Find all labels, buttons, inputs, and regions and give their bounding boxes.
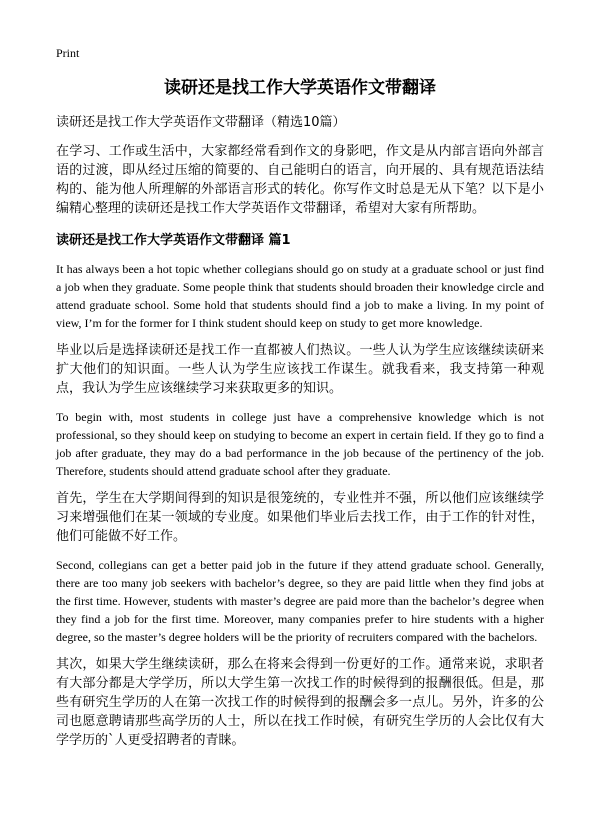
section-heading: 读研还是找工作大学英语作文带翻译 篇1	[56, 233, 291, 248]
chinese-paragraph-3: 其次，如果大学生继续读研，那么在将来会得到一份更好的工作。通常来说，求职者有大部分都是大学学历，所以大学生第一次找工作的时候得到的报酬很低。但是，那些有研究生学历的人在第一次找工作的时候得到的报酬会多一点儿。另外，许多的公司也愿意聘请那些高学历的人士，所以在找工作时候，有研究生学历的人会比仅有大学学历的`人更受招聘者的青睐。	[56, 657, 544, 748]
english-paragraph-3: Second, collegians can get a better paid job in the future if they attend graduate school. Generally, there are too many job seekers with bachelor’s degree, so they are paid little when they find jobs at the first time. However, students with master’s degree are paid more than the bachelor’s degree when they find a job for the first time. Moreover, many companies prefer to hire students with a higher degree, so the master’s degree holders will be the priority of recruiters compared with the bachelors.	[56, 558, 544, 644]
intro-paragraph: 在学习、工作或生活中，大家都经常看到作文的身影吧，作文是从内部言语向外部言语的过渡，即从经过压缩的简要的、自己能明白的语言，向开展的、具有规范语法结构的、能为他人所理解的外部语言形式的转化。你写作文时总是无从下笔？以下是小编精心整理的读研还是找工作大学英语作文带翻译，希望对大家有所帮助。	[56, 144, 544, 216]
print-link[interactable]: Print	[56, 46, 80, 60]
page-title: 读研还是找工作大学英语作文带翻译	[164, 78, 436, 98]
english-paragraph-2: To begin with, most students in college just have a comprehensive knowledge which is not professional, so they should keep on studying to become an expert in certain field. If they go to find a job after graduate, they may do a bad performance in the job because of the pertinency of the job. Therefore, students should attend graduate school after they graduate.	[56, 410, 544, 478]
chinese-paragraph-1: 毕业以后是选择读研还是找工作一直都被人们热议。一些人认为学生应该继续读研来扩大他们的知识面。一些人认为学生应该找工作谋生。就我看来，我支持第一种观点，我认为学生应该继续学习来获取更多的知识。	[56, 343, 544, 396]
chinese-paragraph-2: 首先，学生在大学期间得到的知识是很笼统的，专业性并不强，所以他们应该继续学习来增强他们在某一领域的专业度。如果他们毕业后去找工作，由于工作的针对性，他们可能做不好工作。	[56, 491, 544, 544]
english-paragraph-1: It has always been a hot topic whether collegians should go on study at a graduate school or just find a job when they graduate. Some people think that students should broaden their knowledge circle and attend graduate school. Some hold that students should find a job to make a living. In my point of view, I’m for the former for I think student should keep on study to get more knowledge.	[56, 262, 544, 330]
document-subtitle: 读研还是找工作大学英语作文带翻译（精选10篇）	[56, 115, 346, 130]
